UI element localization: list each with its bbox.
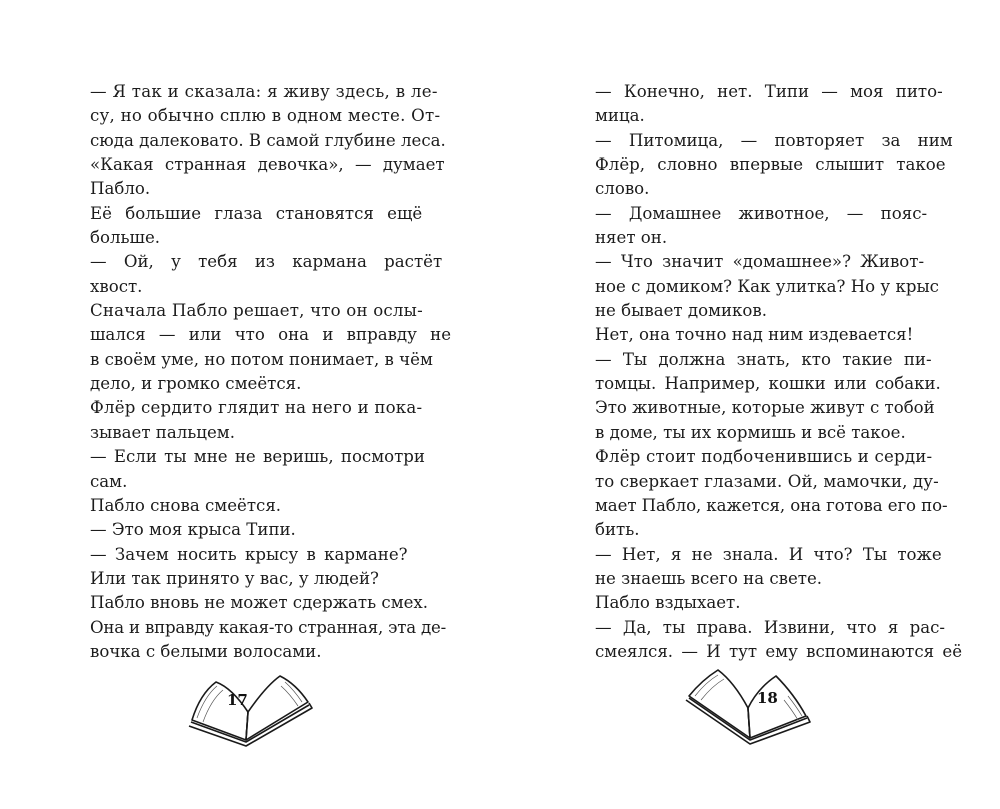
open-book-icon [186, 672, 314, 750]
text-line: су, но обычно сплю в одном месте. От- [90, 106, 441, 126]
text-line: сам. [90, 471, 128, 491]
text-line: — Конечно, нет. Типи — моя пито- [595, 82, 943, 101]
text-line: сюда далековато. В самой глубине леса. [90, 130, 446, 150]
text-line: — Ты должна знать, кто такие пи- [595, 349, 932, 369]
text-line: — Что значит «домашнее»? Живот- [595, 252, 925, 272]
text-line: Сначала Пабло решает, что он ослы- [90, 301, 423, 321]
text-line: — Ой, у тебя из кармана растёт [90, 252, 443, 272]
text-line: шался — или что она и вправду не [90, 325, 452, 345]
left-page [90, 80, 452, 664]
text-line: мица. [595, 106, 645, 126]
text-line: в доме, ты их кормишь и всё такое. [595, 422, 906, 442]
text-line: — Зачем носить крысу в кармане? [90, 544, 408, 564]
text-line: Пабло вздыхает. [595, 593, 741, 613]
text-line: няет он. [595, 228, 668, 248]
text-line: «Какая странная девочка», — думает [90, 155, 445, 175]
text-line: — Питомица, — повторяет за ним [595, 130, 953, 150]
text-line: Её большие глаза становятся ещё [90, 203, 423, 223]
text-line: Флёр, словно впервые слышит такое [595, 155, 946, 175]
text-line: вочка с белыми волосами. [90, 641, 322, 661]
text-line: — Это моя крыса Типи. [90, 520, 296, 540]
open-book-icon [684, 666, 812, 748]
text-line: Или так принято у вас, у людей? [90, 568, 379, 588]
text-line: зывает пальцем. [90, 422, 235, 442]
text-line: бить. [595, 520, 640, 540]
text-line: хвост. [90, 276, 143, 296]
text-line: в своём уме, но потом понимает, в чём [90, 349, 433, 369]
text-line: не бывает домиков. [595, 301, 768, 321]
text-line: больше. [90, 228, 161, 248]
text-line: то сверкает глазами. Ой, мамочки, ду- [595, 471, 939, 491]
text-line: — Нет, я не знала. И что? Ты тоже [595, 544, 942, 564]
text-line: — Я так и сказала: я живу здесь, в ле- [90, 82, 438, 101]
text-line: — Домашнее животное, — пояс- [595, 203, 928, 223]
text-line: томцы. Например, кошки или собаки. [595, 374, 941, 394]
text-line: Пабло вновь не может сдержать смех. [90, 593, 429, 613]
text-line: не знаешь всего на свете. [595, 568, 823, 588]
text-line: Нет, она точно над ним издевается! [595, 325, 914, 345]
page-number-left: 17 [227, 691, 248, 709]
text-line: Пабло. [90, 179, 151, 199]
text-line: Она и вправду какая-то странная, эта де- [90, 617, 447, 637]
text-line: Флёр сердито глядит на него и пока- [90, 398, 423, 418]
text-line: — Да, ты права. Извини, что я рас- [595, 617, 945, 637]
text-line: — Если ты мне не веришь, посмотри [90, 447, 425, 467]
right-page [595, 80, 963, 664]
text-line: мает Пабло, кажется, она готова его по- [595, 495, 948, 515]
text-line: ное с домиком? Как улитка? Но у крыс [595, 276, 939, 296]
text-line: дело, и громко смеётся. [90, 374, 302, 394]
text-line: Пабло снова смеётся. [90, 495, 282, 515]
page-number-right: 18 [757, 689, 778, 707]
text-line: Флёр стоит подбоченившись и серди- [595, 447, 933, 467]
text-line: слово. [595, 179, 650, 199]
text-line: смеялся. — И тут ему вспоминаются её [595, 641, 963, 661]
text-line: Это животные, которые живут с тобой [595, 398, 935, 418]
